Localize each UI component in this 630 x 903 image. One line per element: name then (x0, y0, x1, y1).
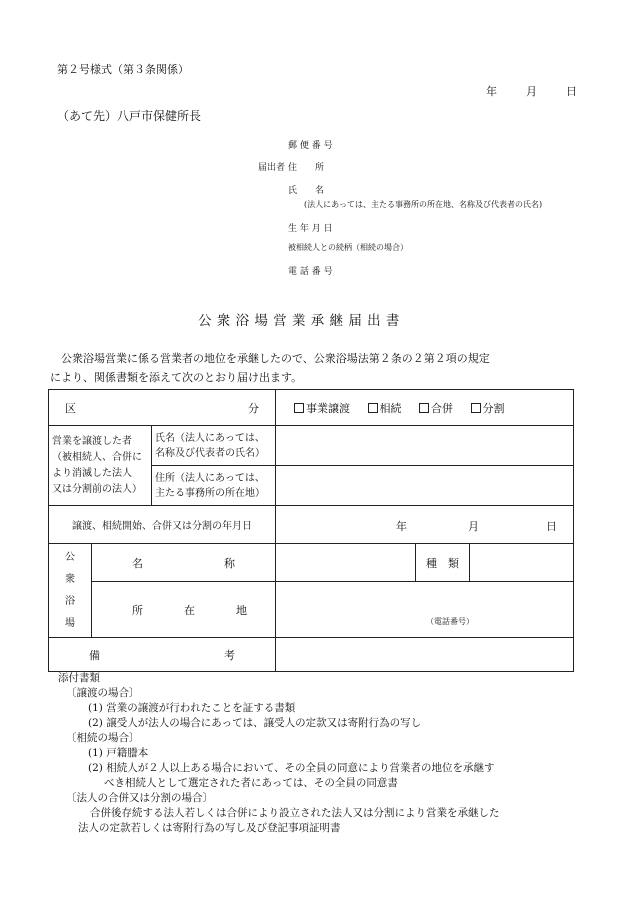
transferor-name-label: 氏名（法人にあっては、 名称及び代表者の氏名） (152, 426, 276, 466)
attachments-transfer-case: 〔譲渡の場合〕 (66, 687, 140, 699)
transferor-label-line: 又は分割前の法人） (52, 483, 142, 495)
addressee: （あて先）八戸市保健所長 (57, 109, 202, 123)
succession-date-day: 日 (546, 519, 558, 533)
applicant-address-label: 住 所 (288, 163, 325, 173)
kubun-options-cell (276, 390, 574, 426)
option-gappei[interactable]: 合併 (419, 402, 453, 415)
applicant-dob-label: 生 年 月 日 (288, 224, 333, 234)
applicant-label: 届出者 (258, 163, 286, 173)
succession-date-year: 年 (396, 519, 408, 533)
body-line-2: により、関係書類を添えて次のとおり届け出ます。 (50, 371, 303, 384)
transferor-label-line: （被相続人、合併に (52, 451, 142, 463)
checkbox-icon[interactable] (294, 403, 304, 413)
bath-type-label: 種 類 (416, 544, 470, 582)
date-day: 日 (566, 85, 577, 98)
attachments-heading: 添付書類 (58, 672, 100, 684)
bath-label-cell: 公 衆 浴 場 (49, 544, 92, 638)
option-jigyo-joto[interactable]: 事業譲渡 (294, 402, 350, 415)
attachments-inherit-1: (1) 戸籍謄本 (88, 747, 149, 759)
option-bunkatsu[interactable]: 分割 (471, 402, 505, 415)
form-number: 第２号様式（第３条関係） (57, 63, 189, 76)
applicant-postal-label: 郵 便 番 号 (288, 141, 333, 151)
date-month: 月 (526, 85, 537, 98)
applicant-phone-label: 電 話 番 号 (288, 267, 333, 277)
form-table (48, 389, 574, 672)
transferor-label-line: より消滅した法人 (52, 467, 132, 479)
attachments-merger-case: 〔法人の合併又は分割の場合〕 (66, 792, 213, 804)
kubun-cell (49, 390, 276, 426)
remarks-label: 備 考 (49, 638, 276, 672)
remarks-field[interactable] (276, 638, 574, 672)
attachments-inherit-2b: べき相続人として選定された者にあっては、その全員の同意書 (104, 777, 398, 789)
checkbox-icon[interactable] (419, 403, 429, 413)
succession-date-month: 月 (468, 519, 480, 533)
transferor-label-line: 営業を譲渡した者 (52, 435, 132, 447)
bath-location-field[interactable] (276, 582, 574, 638)
option-sozoku[interactable]: 相続 (368, 402, 402, 415)
checkbox-icon[interactable] (471, 403, 481, 413)
body-line-1: 公衆浴場営業に係る営業者の地位を承継したので、公衆浴場法第２条の２第２項の規定 (50, 352, 490, 365)
kubun-right: 分 (248, 401, 260, 415)
transferor-name-field[interactable] (276, 426, 574, 466)
kubun-left: 区 (65, 401, 76, 415)
transferor-label-cell (49, 426, 152, 506)
bath-name-field[interactable] (276, 544, 416, 582)
date-year: 年 (486, 85, 497, 98)
bath-location-label: 所 在 地 (92, 582, 276, 638)
document-title: 公 衆 浴 場 営 業 承 継 届 出 書 (198, 313, 400, 329)
applicant-name-note: (法人にあっては、主たる事務所の所在地、名称及び代表者の氏名) (304, 200, 543, 209)
succession-date-field[interactable] (276, 506, 574, 544)
applicant-relation-label: 被相続人との続柄（相続の場合） (288, 243, 408, 252)
attachments-transfer-2: (2) 譲受人が法人の場合にあっては、譲受人の定款又は寄附行為の写し (88, 717, 422, 729)
succession-date-label: 譲渡、相続開始、合併又は分割の年月日 (49, 506, 276, 544)
bath-name-label: 名 称 (92, 544, 276, 582)
bath-type-field[interactable] (470, 544, 574, 582)
attachments-inherit-case: 〔相続の場合〕 (66, 732, 140, 744)
phone-number-note: （電話番号） (426, 616, 475, 626)
transferor-address-label: 住所（法人にあっては、 主たる事務所の所在地） (152, 466, 276, 506)
checkbox-icon[interactable] (368, 403, 378, 413)
applicant-name-label: 氏 名 (288, 186, 325, 196)
attachments-merger-a: 合併後存続する法人若しくは合併により設立された法人又は分割により営業を承継した (90, 807, 500, 819)
attachments-merger-b: 法人の定款若しくは寄附行為の写し及び登記事項証明書 (78, 822, 341, 834)
attachments-inherit-2a: (2) 相続人が２人以上ある場合において、その全員の同意により営業者の地位を承継す (88, 762, 495, 774)
transferor-address-field[interactable] (276, 466, 574, 506)
attachments-transfer-1: (1) 営業の譲渡が行われたことを証する書類 (88, 702, 296, 714)
